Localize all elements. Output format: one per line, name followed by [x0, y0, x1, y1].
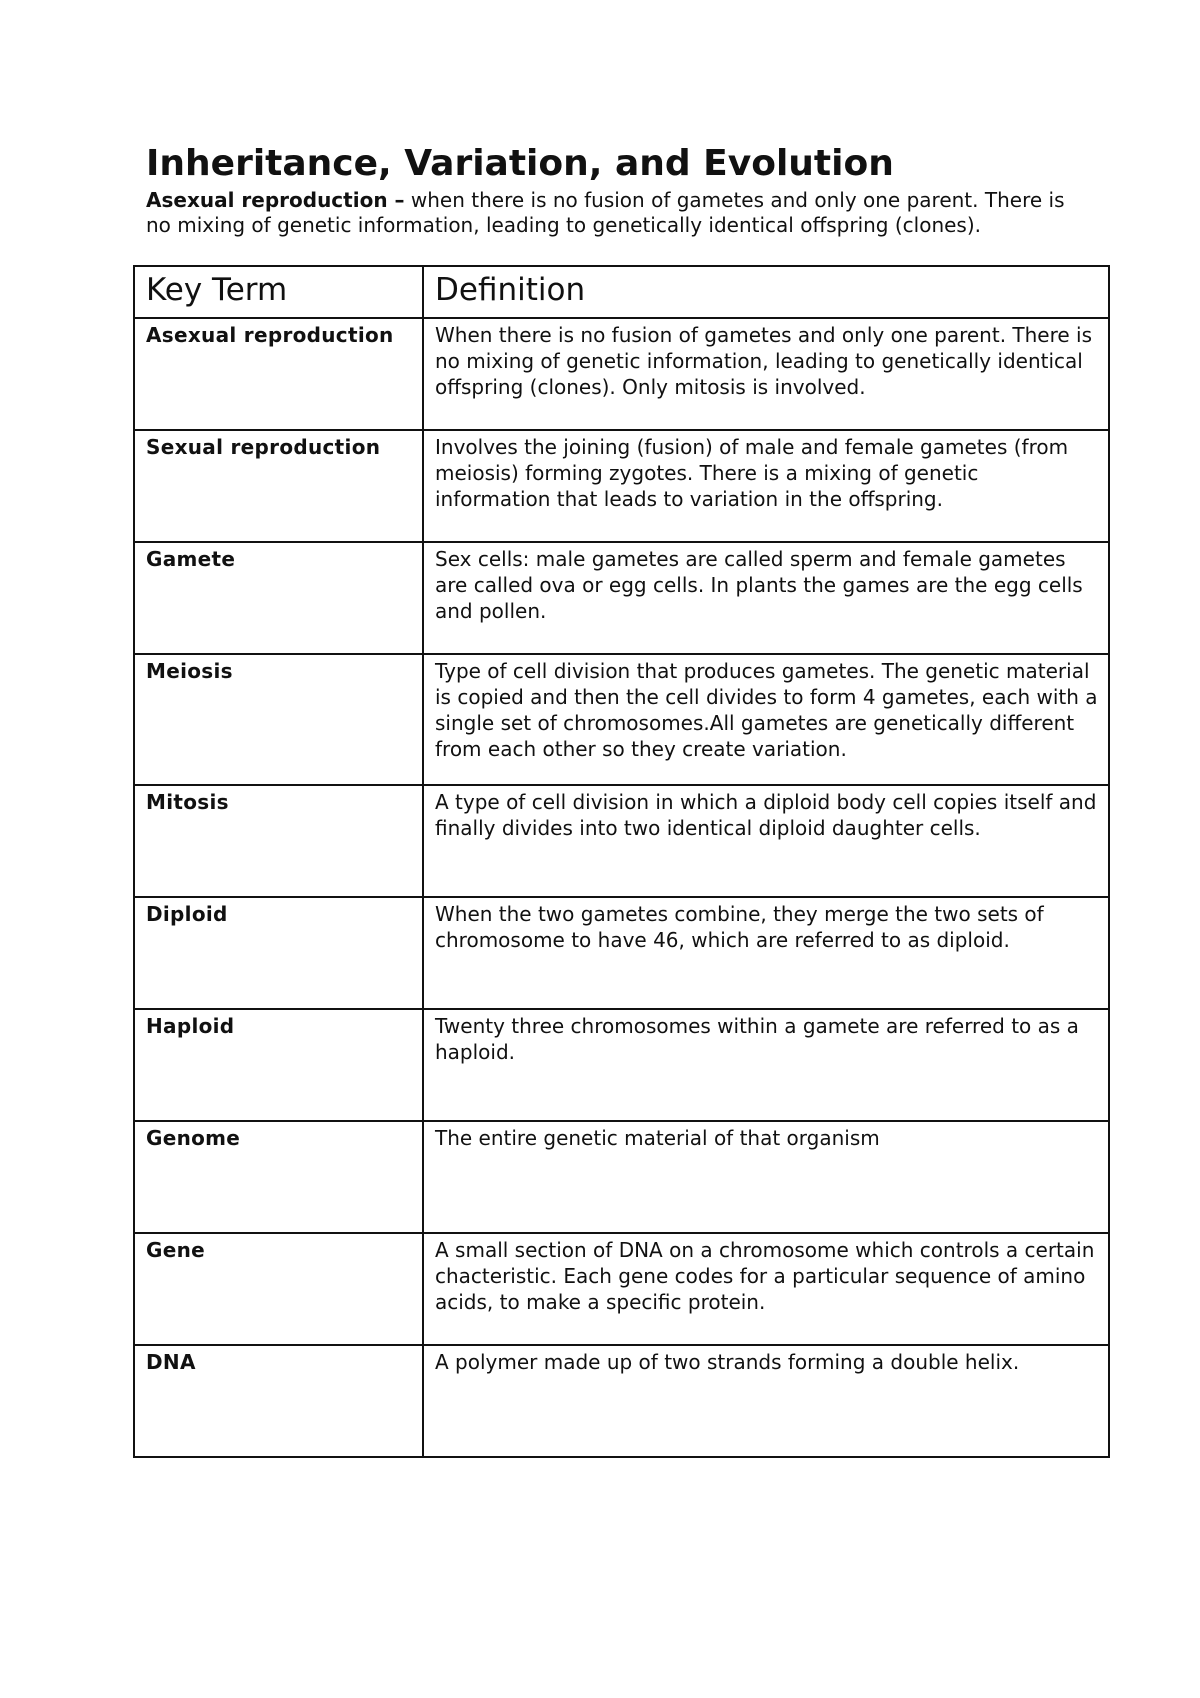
definition-cell: The entire genetic material of that organism	[423, 1121, 1109, 1233]
table-row	[134, 1121, 1109, 1233]
table-header-row	[134, 266, 1109, 318]
term-cell: Gamete	[134, 542, 423, 654]
term-cell: Haploid	[134, 1009, 423, 1121]
header-definition: Definition	[423, 266, 1109, 318]
term-cell: Mitosis	[134, 785, 423, 897]
term-cell: Meiosis	[134, 654, 423, 785]
table-row	[134, 897, 1109, 1009]
term-cell: Sexual reproduction	[134, 430, 423, 542]
table-row	[134, 1233, 1109, 1345]
term-cell: Genome	[134, 1121, 423, 1233]
definition-cell: Type of cell division that produces gametes. The genetic material is copied and then the cell divides to form 4 gametes, each with a single set of chromosomes.All gametes are genetically different from each other so they create variation.	[423, 654, 1109, 785]
definition-cell: Involves the joining (fusion) of male and female gametes (from meiosis) forming zygotes. There is a mixing of genetic information that leads to variation in the offspring.	[423, 430, 1109, 542]
table-row	[134, 430, 1109, 542]
definition-cell: A type of cell division in which a diploid body cell copies itself and finally divides into two identical diploid daughter cells.	[423, 785, 1109, 897]
table-row	[134, 785, 1109, 897]
term-cell: Asexual reproduction	[134, 318, 423, 430]
definition-cell: When there is no fusion of gametes and only one parent. There is no mixing of genetic information, leading to genetically identical offspring (clones). Only mitosis is involved.	[423, 318, 1109, 430]
table-row	[134, 1345, 1109, 1457]
table-row	[134, 1009, 1109, 1121]
key-terms-table-wrapper	[133, 265, 1110, 1458]
table-row	[134, 542, 1109, 654]
table-row	[134, 654, 1109, 785]
definition-cell: When the two gametes combine, they merge the two sets of chromosome to have 46, which are referred to as diploid.	[423, 897, 1109, 1009]
key-terms-table	[133, 265, 1110, 1458]
page-title: Inheritance, Variation, and Evolution	[146, 143, 894, 184]
term-cell: Diploid	[134, 897, 423, 1009]
table-row	[134, 318, 1109, 430]
header-key-term: Key Term	[134, 266, 423, 318]
intro-term: Asexual reproduction –	[146, 188, 405, 212]
definition-cell: A small section of DNA on a chromosome which controls a certain chacteristic. Each gene codes for a particular sequence of amino acids, to make a specific protein.	[423, 1233, 1109, 1345]
definition-cell: Sex cells: male gametes are called sperm and female gametes are called ova or egg cells. In plants the games are the egg cells and pollen.	[423, 542, 1109, 654]
definition-cell: A polymer made up of two strands forming a double helix.	[423, 1345, 1109, 1457]
term-cell: DNA	[134, 1345, 423, 1457]
term-cell: Gene	[134, 1233, 423, 1345]
definition-cell: Twenty three chromosomes within a gamete are referred to as a haploid.	[423, 1009, 1109, 1121]
intro-text: when there is no fusion of gametes and only one parent. There is no mixing of genetic information, leading to genetically identical offspring (clones).	[146, 188, 1065, 237]
intro-paragraph	[146, 188, 1086, 238]
